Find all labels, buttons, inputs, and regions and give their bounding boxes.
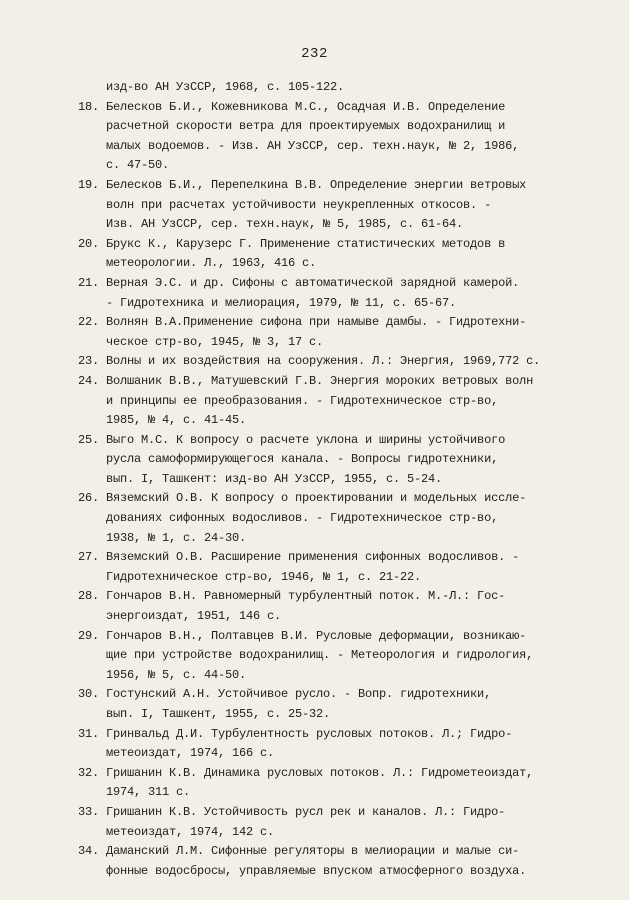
reference-line: Вяземский О.В. К вопросу о проектировании и модельных иссле- bbox=[106, 491, 527, 506]
reference-item bbox=[78, 98, 598, 176]
reference-item bbox=[78, 548, 598, 587]
reference-item bbox=[78, 274, 598, 313]
reference-number: 25. bbox=[78, 432, 100, 447]
reference-line: Гришанин К.В. Динамика русловых потоков. Л.: Гидрометеоиздат, bbox=[106, 765, 534, 780]
reference-line: щие при устройстве водохранилищ. - Метеорология и гидрология, bbox=[106, 648, 534, 663]
reference-text bbox=[106, 803, 598, 842]
reference-line: 1956, № 5, с. 44-50. bbox=[106, 667, 247, 682]
reference-line: вып. I, Ташкент: изд-во АН УзССР, 1955, с. 5-24. bbox=[106, 471, 443, 486]
reference-line: метеоиздат, 1974, 166 с. bbox=[106, 746, 275, 761]
reference-line: Волшаник В.В., Матушевский Г.В. Энергия мороких ветровых волн bbox=[106, 373, 534, 388]
reference-text bbox=[106, 78, 598, 98]
reference-item bbox=[78, 352, 598, 372]
reference-line: метеорологии. Л., 1963, 416 с. bbox=[106, 256, 317, 271]
reference-item bbox=[78, 176, 598, 235]
reference-line: русла самоформирующегося канала. - Вопросы гидротехники, bbox=[106, 452, 499, 467]
reference-line: Гостунский А.Н. Устойчивое русло. - Вопр. гидротехники, bbox=[106, 687, 492, 702]
reference-item bbox=[78, 627, 598, 686]
reference-number: 21. bbox=[78, 275, 100, 290]
reference-line: Белесков Б.И., Перепелкина В.В. Определение энергии ветровых bbox=[106, 177, 527, 192]
reference-text bbox=[106, 274, 598, 313]
reference-text bbox=[106, 725, 598, 764]
reference-item bbox=[78, 235, 598, 274]
reference-line: 1974, 311 с. bbox=[106, 785, 191, 800]
reference-number: 33. bbox=[78, 804, 100, 819]
reference-line: волн при расчетах устойчивости неукрепленных откосов. - bbox=[106, 197, 492, 212]
reference-line: Верная Э.С. и др. Сифоны с автоматической зарядной камерой. bbox=[106, 275, 520, 290]
reference-list bbox=[78, 78, 598, 881]
reference-item bbox=[78, 431, 598, 490]
reference-text bbox=[106, 627, 598, 686]
reference-number: 18. bbox=[78, 99, 100, 114]
reference-number: 27. bbox=[78, 550, 100, 565]
reference-number: 34. bbox=[78, 844, 100, 859]
reference-text bbox=[106, 587, 598, 626]
reference-number: 26. bbox=[78, 491, 100, 506]
reference-text bbox=[106, 352, 598, 372]
reference-line: фонные водосбросы, управляемые впуском атмосферного воздуха. bbox=[106, 863, 527, 878]
reference-item bbox=[78, 489, 598, 548]
reference-item bbox=[78, 803, 598, 842]
reference-line: изд-во АН УзССР, 1968, с. 105-122. bbox=[106, 80, 345, 94]
reference-item bbox=[78, 313, 598, 352]
reference-number: 28. bbox=[78, 589, 100, 604]
reference-line: Волнян В.А.Применение сифона при намыве дамбы. - Гидротехни- bbox=[106, 315, 527, 330]
reference-number: 24. bbox=[78, 373, 100, 388]
reference-number: 23. bbox=[78, 354, 100, 369]
reference-number: 22. bbox=[78, 315, 100, 330]
reference-item bbox=[78, 842, 598, 881]
reference-number: 20. bbox=[78, 236, 100, 251]
reference-line: и принципы ее преобразования. - Гидротехническое стр-во, bbox=[106, 393, 499, 408]
reference-line: Гончаров В.Н., Полтавцев В.И. Русловые деформации, возникаю- bbox=[106, 628, 527, 643]
reference-number bbox=[78, 78, 106, 98]
reference-item bbox=[78, 587, 598, 626]
reference-line: с. 47-50. bbox=[106, 158, 170, 173]
reference-line: энергоиздат, 1951, 146 с. bbox=[106, 609, 282, 624]
reference-item bbox=[78, 78, 598, 98]
reference-text bbox=[106, 98, 598, 176]
reference-text bbox=[106, 372, 598, 431]
reference-number: 31. bbox=[78, 726, 100, 741]
reference-number: 19. bbox=[78, 177, 100, 192]
reference-text bbox=[106, 764, 598, 803]
reference-line: ческое стр-во, 1945, № 3, 17 с. bbox=[106, 334, 324, 349]
reference-text bbox=[106, 685, 598, 724]
reference-text bbox=[106, 548, 598, 587]
reference-line: 1938, № 1, с. 24-30. bbox=[106, 530, 247, 545]
reference-line: Изв. АН УзССР, сер. техн.наук, № 5, 1985, с. 61-64. bbox=[106, 217, 464, 232]
reference-line: Брукс К., Карузерс Г. Применение статистических методов в bbox=[106, 236, 506, 251]
reference-line: расчетной скорости ветра для проектируемых водохранилищ и bbox=[106, 119, 506, 134]
reference-item bbox=[78, 685, 598, 724]
reference-line: Даманский Л.М. Сифонные регуляторы в мелиорации и малые си- bbox=[106, 844, 520, 859]
reference-line: Волны и их воздействия на сооружения. Л.: Энергия, 1969,772 с. bbox=[106, 354, 541, 369]
reference-line: Белесков Б.И., Кожевникова М.С., Осадчая И.В. Определение bbox=[106, 99, 506, 114]
reference-line: Гринвальд Д.И. Турбулентность русловых потоков. Л.; Гидро- bbox=[106, 726, 513, 741]
reference-line: Гончаров В.Н. Равномерный турбулентный поток. М.-Л.: Гос- bbox=[106, 589, 506, 604]
reference-line: - Гидротехника и мелиорация, 1979, № 11, с. 65-67. bbox=[106, 295, 457, 310]
reference-line: дованиях сифонных водосливов. - Гидротехническое стр-во, bbox=[106, 511, 499, 526]
reference-item bbox=[78, 725, 598, 764]
reference-text bbox=[106, 235, 598, 274]
reference-number: 30. bbox=[78, 687, 100, 702]
reference-line: Гидротехническое стр-во, 1946, № 1, с. 21-22. bbox=[106, 569, 422, 584]
reference-line: вып. I, Ташкент, 1955, с. 25-32. bbox=[106, 707, 331, 721]
reference-item bbox=[78, 764, 598, 803]
reference-line: Вяземский О.В. Расширение применения сифонных водосливов. - bbox=[106, 550, 520, 565]
reference-text bbox=[106, 842, 598, 881]
reference-item bbox=[78, 372, 598, 431]
reference-text bbox=[106, 313, 598, 352]
reference-line: малых водоемов. - Изв. АН УзССР, сер. техн.наук, № 2, 1986, bbox=[106, 138, 520, 153]
reference-text bbox=[106, 489, 598, 548]
reference-number: 29. bbox=[78, 628, 100, 643]
reference-text bbox=[106, 431, 598, 490]
reference-number: 32. bbox=[78, 765, 100, 780]
reference-text bbox=[106, 176, 598, 235]
reference-line: Гришанин К.В. Устойчивость русл рек и каналов. Л.: Гидро- bbox=[106, 804, 506, 819]
reference-line: Выго М.С. К вопросу о расчете уклона и ширины устойчивого bbox=[106, 432, 506, 447]
page-number: 232 bbox=[301, 46, 328, 62]
reference-line: метеоиздат, 1974, 142 с. bbox=[106, 824, 275, 839]
reference-line: 1985, № 4, с. 41-45. bbox=[106, 413, 247, 428]
